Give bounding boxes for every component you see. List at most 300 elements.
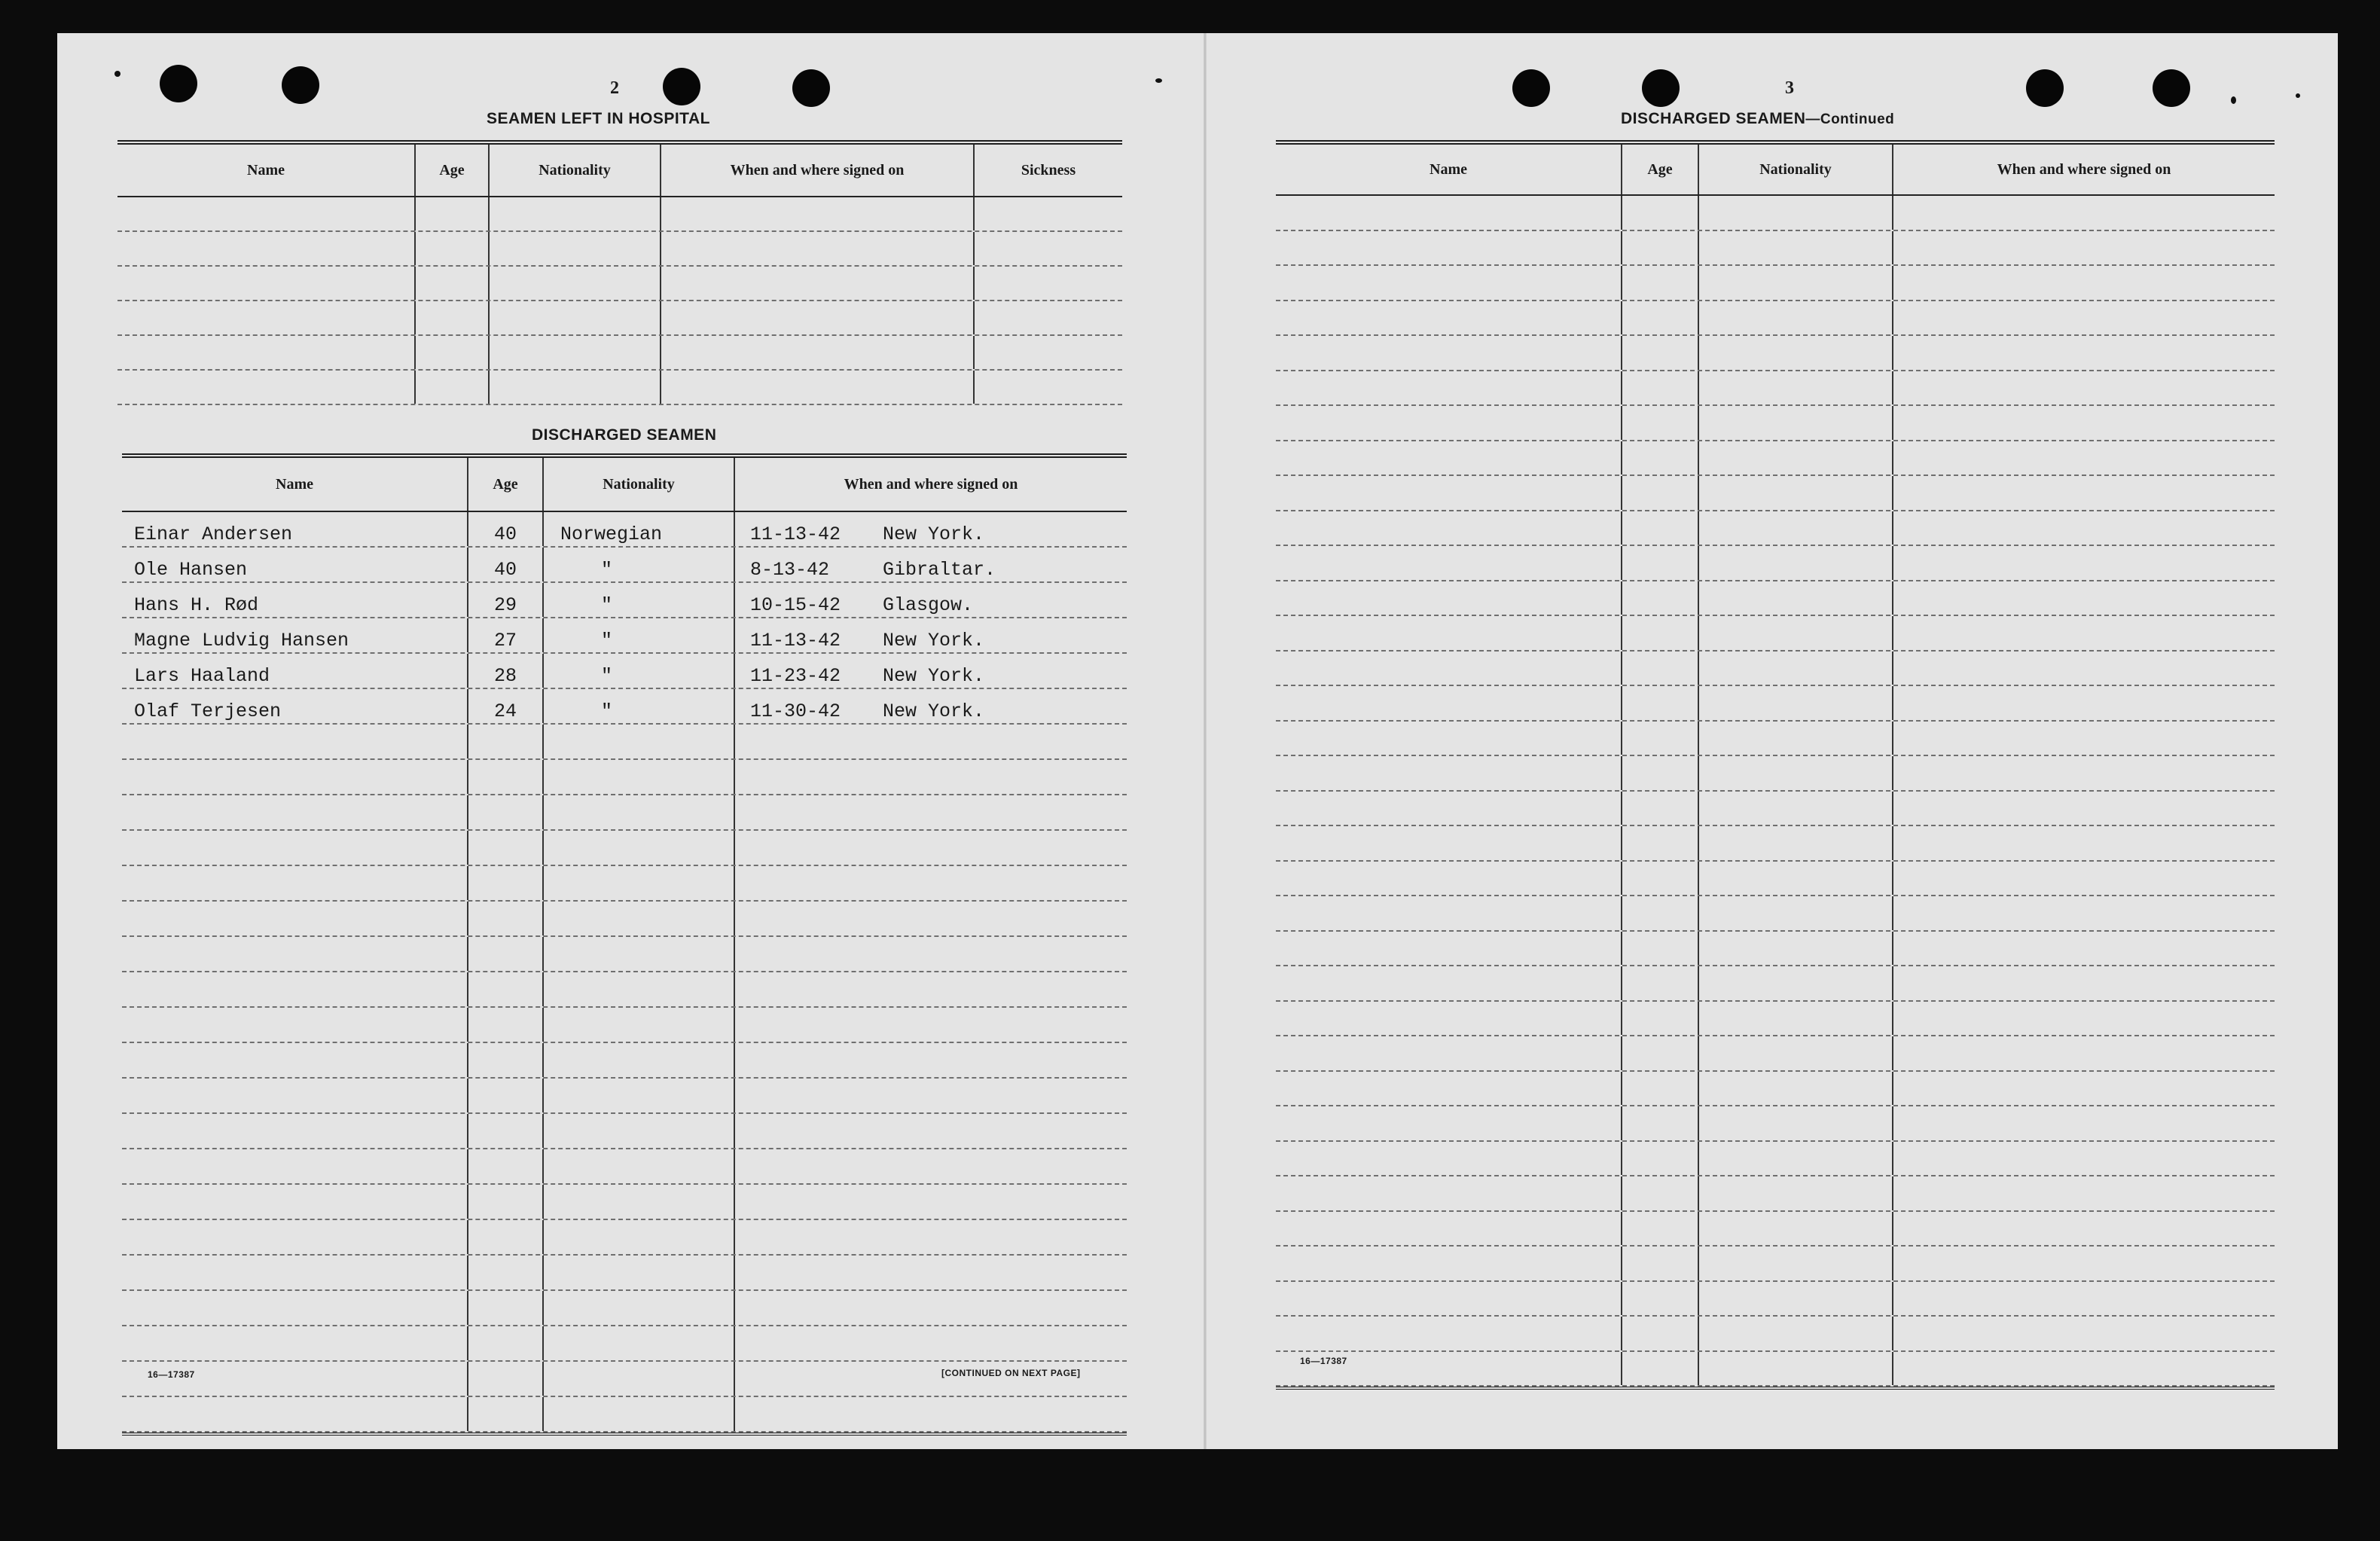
table-row [117,267,1122,301]
table-cell [975,232,1122,265]
seaman-age: 40 [468,548,544,581]
table-row [1276,1002,2275,1037]
table-row [117,336,1122,371]
table-row [122,1008,1127,1043]
col-header-name: Name [117,145,416,196]
table-cell [117,267,416,300]
ink-speck [114,71,121,77]
table-cell [1276,1072,1622,1106]
table-row [1276,196,2275,231]
table-cell [1893,581,2275,615]
table-cell [1276,231,1622,265]
table-cell [1622,1072,1699,1106]
table-cell [1893,1036,2275,1070]
table-row [1276,476,2275,511]
table-cell [1622,231,1699,265]
table-cell [735,1291,1127,1325]
table-row [1276,546,2275,581]
table-cell [975,267,1122,300]
signed-on-date: 11-13-42 [750,523,841,545]
table-row [122,866,1127,902]
punch-hole [282,66,319,104]
table-cell [1893,1106,2275,1140]
table-cell [468,831,544,865]
table-cell [122,1149,468,1183]
table-cell [1893,1247,2275,1280]
table-cell [1276,1002,1622,1036]
continued-section-title [1621,110,1894,128]
table-cell [544,1185,735,1219]
table-cell [544,1043,735,1077]
table-row [1276,231,2275,267]
table-cell [1893,616,2275,650]
table-cell [1276,511,1622,545]
table-row [117,197,1122,232]
table-cell [1276,336,1622,370]
table-row [1276,616,2275,651]
table-cell [416,232,490,265]
table-row [122,902,1127,937]
table-cell [661,336,975,369]
signed-on-place: New York. [883,665,985,687]
table-cell [468,1256,544,1289]
table-cell [1699,301,1893,335]
table-cell [1893,792,2275,825]
table-cell [490,336,661,369]
col-header-signed-on: When and where signed on [1997,160,2171,178]
table-cell [1622,546,1699,580]
hospital-table [117,140,1122,405]
table-cell [1893,651,2275,685]
table-cell [468,1008,544,1042]
table-cell [1622,1247,1699,1280]
table-cell [122,725,468,758]
table-cell [416,336,490,369]
seaman-name: Lars Haaland [122,654,468,688]
table-cell [468,866,544,900]
table-cell [1276,1176,1622,1210]
table-cell [468,1362,544,1396]
table-cell [1276,301,1622,335]
table-cell [122,831,468,865]
table-cell [1622,756,1699,790]
table-cell [1699,231,1893,265]
table-cell [1276,371,1622,405]
table-cell [1699,511,1893,545]
table-row [1276,1072,2275,1107]
table-cell [122,1220,468,1254]
table-cell [1893,1072,2275,1106]
table-cell [735,972,1127,1006]
table-cell [1622,301,1699,335]
table-cell [1276,686,1622,720]
continued-note: [CONTINUED ON NEXT PAGE] [941,1368,1081,1378]
table-cell [1276,1282,1622,1316]
seaman-age: 40 [468,512,544,546]
table-cell [1699,1282,1893,1316]
table-row [1276,1282,2275,1317]
table-cell [1622,896,1699,930]
table-cell [1699,1002,1893,1036]
table-row [122,1149,1127,1185]
table-cell [975,336,1122,369]
col-header-nationality: Nationality [544,458,735,511]
table-cell [1276,1106,1622,1140]
table-row [1276,651,2275,687]
table-cell [1699,896,1893,930]
table-cell [1276,792,1622,825]
col-header-name: Name [1276,145,1622,194]
table-cell [490,267,661,300]
table-cell [1276,896,1622,930]
table-cell [1276,651,1622,685]
seaman-signed-on [735,548,1127,581]
table-cell [1699,581,1893,615]
table-row [1276,1247,2275,1282]
table-cell [1699,826,1893,860]
table-cell [468,1220,544,1254]
table-cell [122,1326,468,1360]
table-cell [1622,722,1699,755]
left-form-number: 16—17387 [148,1369,195,1380]
table-cell [1893,511,2275,545]
table-row [1276,756,2275,792]
table-cell [544,1362,735,1396]
signed-on-place: New York. [883,700,985,722]
seaman-nationality: " [544,654,735,688]
table-row [122,548,1127,583]
table-cell [490,232,661,265]
table-cell [1699,1352,1893,1386]
table-row [1276,406,2275,441]
punch-hole [1512,69,1550,107]
table-row [1276,1142,2275,1177]
seaman-nationality: " [544,548,735,581]
table-cell [1893,1142,2275,1176]
table-cell [735,1185,1127,1219]
table-cell [1622,1282,1699,1316]
table-cell [735,725,1127,758]
table-cell [122,1043,468,1077]
table-cell [122,866,468,900]
table-cell [1276,1036,1622,1070]
signed-on-place: Glasgow. [883,594,974,616]
table-cell [735,1362,1127,1396]
table-cell [468,795,544,829]
table-cell [1699,1072,1893,1106]
table-cell [1276,266,1622,300]
table-row [122,1185,1127,1220]
table-row [1276,1036,2275,1072]
table-cell [661,197,975,230]
hospital-rows [117,197,1122,405]
table-cell [1699,546,1893,580]
table-cell [1622,616,1699,650]
table-cell [544,1220,735,1254]
table-row [122,795,1127,831]
table-cell [1699,476,1893,510]
table-cell [1699,932,1893,966]
table-row [1276,266,2275,301]
signed-on-date: 11-13-42 [750,630,841,651]
seaman-signed-on [735,583,1127,617]
table-cell [117,301,416,334]
seaman-name: Ole Hansen [122,548,468,581]
discharged-table [122,453,1127,1436]
table-row [122,972,1127,1008]
right-form-number: 16—17387 [1300,1356,1347,1366]
table-row [1276,966,2275,1002]
table-row [122,1220,1127,1256]
table-cell [416,301,490,334]
table-cell [735,1397,1127,1431]
col-header-signed-on: When and where signed on [661,145,975,196]
table-cell [544,725,735,758]
table-cell [544,831,735,865]
table-cell [468,1149,544,1183]
table-cell [735,1256,1127,1289]
seaman-signed-on [735,618,1127,652]
table-cell [544,972,735,1006]
table-cell [1893,301,2275,335]
table-cell [122,1079,468,1112]
table-cell [735,1008,1127,1042]
signed-on-date: 11-23-42 [750,665,841,687]
col-header-sickness: Sickness [1021,161,1076,179]
table-cell [1699,651,1893,685]
table-row [117,371,1122,405]
table-cell [1622,266,1699,300]
table-cell [1276,406,1622,440]
table-cell [544,1079,735,1112]
table-cell [1893,546,2275,580]
table-row [1276,581,2275,617]
table-cell [735,831,1127,865]
table-row [1276,511,2275,547]
table-cell [1893,266,2275,300]
ink-speck [2296,93,2300,98]
table-cell [1893,441,2275,475]
table-cell [117,371,416,404]
table-cell [1699,792,1893,825]
table-cell [1622,1212,1699,1246]
seaman-nationality: " [544,689,735,723]
table-cell [544,1397,735,1431]
col-header-nationality: Nationality [1699,145,1893,194]
seaman-age: 27 [468,618,544,652]
table-row [122,583,1127,618]
table-cell [1699,686,1893,720]
table-row [1276,1176,2275,1212]
continued-title-suffix: —Continued [1805,111,1895,127]
table-cell [1699,1036,1893,1070]
discharged-section-title: DISCHARGED SEAMEN [532,426,717,444]
table-cell [490,301,661,334]
signed-on-date: 10-15-42 [750,594,841,616]
table-cell [1893,756,2275,790]
table-cell [122,937,468,971]
col-header-nationality: Nationality [490,145,661,196]
table-cell [975,301,1122,334]
table-cell [468,1043,544,1077]
table-cell [416,267,490,300]
punch-hole [160,65,197,102]
table-cell [661,267,975,300]
table-cell [1893,826,2275,860]
table-cell [735,866,1127,900]
table-cell [468,902,544,935]
table-row [1276,932,2275,967]
table-row [122,725,1127,760]
col-header-age: Age [416,145,490,196]
table-cell [490,197,661,230]
page-gutter [1204,33,1207,1449]
table-cell [122,1114,468,1148]
table-cell [1622,406,1699,440]
table-cell [1699,1212,1893,1246]
table-row [122,1079,1127,1114]
table-cell [1622,932,1699,966]
table-cell [122,902,468,935]
table-cell [117,336,416,369]
table-cell [122,1397,468,1431]
table-cell [1622,1176,1699,1210]
table-cell [1276,546,1622,580]
table-cell [544,1326,735,1360]
discharged-table-header [122,458,1127,512]
table-row [122,1291,1127,1326]
seaman-name: Olaf Terjesen [122,689,468,723]
table-row [1276,336,2275,371]
table-cell [1622,686,1699,720]
seaman-signed-on [735,654,1127,688]
table-cell [1622,336,1699,370]
table-row [1276,441,2275,477]
table-cell [468,1326,544,1360]
continued-table [1276,140,2275,1390]
table-row [122,512,1127,548]
table-cell [122,1185,468,1219]
table-cell [468,1185,544,1219]
seaman-nationality: Norwegian [544,512,735,546]
table-row [1276,1317,2275,1352]
table-cell [1622,966,1699,1000]
continued-title-main: DISCHARGED SEAMEN [1621,110,1806,127]
seaman-nationality: " [544,583,735,617]
table-cell [1699,371,1893,405]
table-row [1276,826,2275,862]
table-cell [1893,1176,2275,1210]
seaman-age: 29 [468,583,544,617]
table-cell [735,1079,1127,1112]
table-cell [735,1149,1127,1183]
table-cell [1276,616,1622,650]
table-cell [1893,196,2275,230]
signed-on-place: New York. [883,523,985,545]
table-cell [735,1043,1127,1077]
col-header-signed-on: When and where signed on [844,475,1018,493]
table-cell [1893,1212,2275,1246]
table-row [122,1256,1127,1291]
table-cell [117,232,416,265]
table-cell [1622,651,1699,685]
table-row [122,1326,1127,1362]
table-row [1276,896,2275,932]
table-row [1276,862,2275,897]
table-cell [1276,826,1622,860]
table-row [122,618,1127,654]
table-cell [735,1326,1127,1360]
table-row [1276,371,2275,407]
table-row [122,760,1127,795]
table-cell [1276,966,1622,1000]
table-cell [1893,476,2275,510]
table-row [1276,1212,2275,1247]
table-cell [1276,196,1622,230]
table-cell [1622,792,1699,825]
table-row [117,232,1122,267]
table-cell [735,760,1127,794]
punch-hole [663,68,700,105]
table-cell [1699,441,1893,475]
table-cell [1276,1317,1622,1350]
table-cell [1622,1036,1699,1070]
table-cell [975,197,1122,230]
table-cell [1622,441,1699,475]
table-cell [544,902,735,935]
table-row [1276,1352,2275,1387]
table-cell [1699,1142,1893,1176]
table-cell [661,301,975,334]
table-cell [1699,756,1893,790]
table-cell [1893,966,2275,1000]
punch-hole [792,69,830,107]
table-cell [1893,686,2275,720]
table-row [1276,1106,2275,1142]
table-cell [1622,1002,1699,1036]
table-cell [661,371,975,404]
hospital-section-title: SEAMEN LEFT IN HOSPITAL [487,110,710,127]
table-cell [544,1008,735,1042]
ink-speck [1155,78,1162,83]
hospital-table-header [117,145,1122,197]
table-cell [122,972,468,1006]
table-cell [1276,581,1622,615]
table-cell [544,937,735,971]
table-row [1276,686,2275,722]
table-cell [468,760,544,794]
table-cell [1893,1282,2275,1316]
table-cell [1699,1106,1893,1140]
punch-hole [2026,69,2064,107]
table-cell [544,760,735,794]
table-cell [1699,1247,1893,1280]
ink-speck [2231,96,2236,104]
table-cell [1893,896,2275,930]
table-cell [735,795,1127,829]
table-cell [975,371,1122,404]
signed-on-place: Gibraltar. [883,559,996,581]
right-page-number: 3 [1785,78,1794,98]
table-row [122,1397,1127,1433]
table-cell [122,1008,468,1042]
continued-rows [1276,196,2275,1387]
table-cell [468,937,544,971]
table-cell [1893,371,2275,405]
table-cell [1276,756,1622,790]
table-cell [1893,1002,2275,1036]
table-row [122,654,1127,689]
